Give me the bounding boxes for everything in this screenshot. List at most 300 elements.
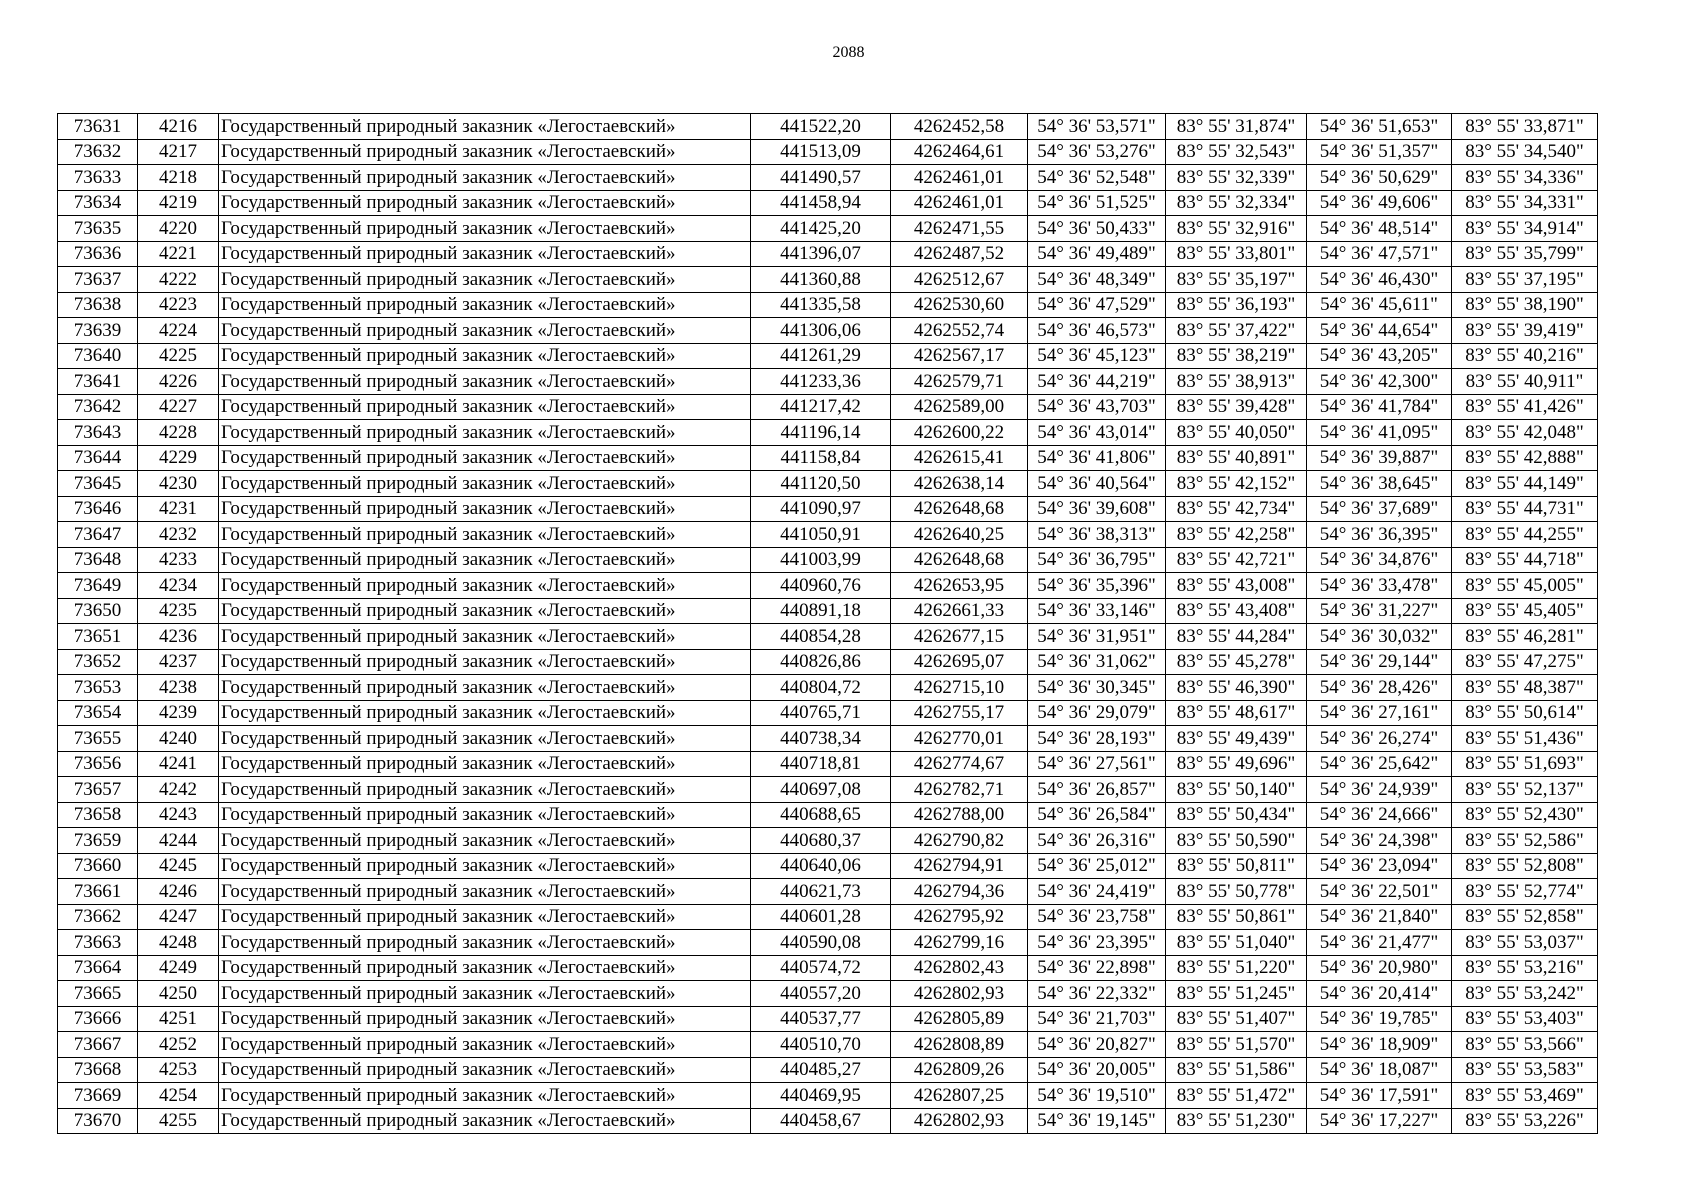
table-row [58,1083,1598,1109]
x-coordinate-cell: 440485,27 [751,1057,891,1083]
x-coordinate-cell: 441261,29 [751,343,891,369]
longitude-1-cell: 83° 55' 39,428" [1166,394,1307,420]
latitude-1-cell: 54° 36' 35,396" [1028,573,1166,599]
longitude-1-cell: 83° 55' 51,407" [1166,1006,1307,1032]
point-number-cell: 4224 [138,318,219,344]
table-row [58,1057,1598,1083]
longitude-2-cell: 83° 55' 42,888" [1452,445,1598,471]
x-coordinate-cell: 440854,28 [751,624,891,650]
table-row [58,726,1598,752]
point-number-cell: 4250 [138,981,219,1007]
latitude-1-cell: 54° 36' 20,005" [1028,1057,1166,1083]
longitude-1-cell: 83° 55' 36,193" [1166,292,1307,318]
territory-name-cell: Государственный природный заказник «Легостаевский» [219,369,751,395]
latitude-1-cell: 54° 36' 47,529" [1028,292,1166,318]
y-coordinate-cell: 4262461,01 [891,165,1028,191]
point-number-cell: 4245 [138,853,219,879]
longitude-1-cell: 83° 55' 42,152" [1166,471,1307,497]
table-row [58,1032,1598,1058]
longitude-1-cell: 83° 55' 37,422" [1166,318,1307,344]
point-number-cell: 4228 [138,420,219,446]
point-number-cell: 4236 [138,624,219,650]
territory-name-cell: Государственный природный заказник «Легостаевский» [219,624,751,650]
longitude-1-cell: 83° 55' 51,586" [1166,1057,1307,1083]
table-row [58,777,1598,803]
row-number-cell: 73650 [58,598,138,624]
latitude-2-cell: 54° 36' 28,426" [1307,675,1452,701]
longitude-2-cell: 83° 55' 33,871" [1452,114,1598,140]
y-coordinate-cell: 4262695,07 [891,649,1028,675]
longitude-1-cell: 83° 55' 32,334" [1166,190,1307,216]
table-row [58,369,1598,395]
latitude-1-cell: 54° 36' 30,345" [1028,675,1166,701]
longitude-2-cell: 83° 55' 53,566" [1452,1032,1598,1058]
longitude-2-cell: 83° 55' 35,799" [1452,241,1598,267]
row-number-cell: 73645 [58,471,138,497]
x-coordinate-cell: 440590,08 [751,930,891,956]
x-coordinate-cell: 440804,72 [751,675,891,701]
point-number-cell: 4244 [138,828,219,854]
territory-name-cell: Государственный природный заказник «Легостаевский» [219,1057,751,1083]
table-row [58,955,1598,981]
longitude-1-cell: 83° 55' 50,861" [1166,904,1307,930]
y-coordinate-cell: 4262648,68 [891,496,1028,522]
table-row [58,700,1598,726]
table-row [58,598,1598,624]
table-row [58,675,1598,701]
territory-name-cell: Государственный природный заказник «Легостаевский» [219,1083,751,1109]
longitude-2-cell: 83° 55' 42,048" [1452,420,1598,446]
longitude-2-cell: 83° 55' 34,331" [1452,190,1598,216]
longitude-1-cell: 83° 55' 40,891" [1166,445,1307,471]
row-number-cell: 73654 [58,700,138,726]
y-coordinate-cell: 4262552,74 [891,318,1028,344]
territory-name-cell: Государственный природный заказник «Легостаевский» [219,700,751,726]
point-number-cell: 4221 [138,241,219,267]
longitude-1-cell: 83° 55' 51,040" [1166,930,1307,956]
longitude-1-cell: 83° 55' 50,778" [1166,879,1307,905]
point-number-cell: 4216 [138,114,219,140]
point-number-cell: 4220 [138,216,219,242]
y-coordinate-cell: 4262461,01 [891,190,1028,216]
row-number-cell: 73651 [58,624,138,650]
y-coordinate-cell: 4262770,01 [891,726,1028,752]
point-number-cell: 4252 [138,1032,219,1058]
x-coordinate-cell: 440960,76 [751,573,891,599]
y-coordinate-cell: 4262755,17 [891,700,1028,726]
y-coordinate-cell: 4262640,25 [891,522,1028,548]
x-coordinate-cell: 440765,71 [751,700,891,726]
longitude-1-cell: 83° 55' 51,472" [1166,1083,1307,1109]
x-coordinate-cell: 440640,06 [751,853,891,879]
latitude-2-cell: 54° 36' 20,980" [1307,955,1452,981]
y-coordinate-cell: 4262805,89 [891,1006,1028,1032]
y-coordinate-cell: 4262579,71 [891,369,1028,395]
latitude-2-cell: 54° 36' 50,629" [1307,165,1452,191]
latitude-1-cell: 54° 36' 40,564" [1028,471,1166,497]
longitude-2-cell: 83° 55' 45,405" [1452,598,1598,624]
x-coordinate-cell: 441306,06 [751,318,891,344]
point-number-cell: 4237 [138,649,219,675]
row-number-cell: 73657 [58,777,138,803]
territory-name-cell: Государственный природный заказник «Легостаевский» [219,318,751,344]
point-number-cell: 4239 [138,700,219,726]
row-number-cell: 73637 [58,267,138,293]
longitude-2-cell: 83° 55' 34,914" [1452,216,1598,242]
latitude-2-cell: 54° 36' 17,227" [1307,1108,1452,1134]
longitude-1-cell: 83° 55' 51,230" [1166,1108,1307,1134]
y-coordinate-cell: 4262677,15 [891,624,1028,650]
territory-name-cell: Государственный природный заказник «Легостаевский» [219,267,751,293]
territory-name-cell: Государственный природный заказник «Легостаевский» [219,981,751,1007]
x-coordinate-cell: 441335,58 [751,292,891,318]
x-coordinate-cell: 440458,67 [751,1108,891,1134]
longitude-1-cell: 83° 55' 42,721" [1166,547,1307,573]
y-coordinate-cell: 4262464,61 [891,139,1028,165]
point-number-cell: 4243 [138,802,219,828]
y-coordinate-cell: 4262567,17 [891,343,1028,369]
latitude-2-cell: 54° 36' 22,501" [1307,879,1452,905]
y-coordinate-cell: 4262648,68 [891,547,1028,573]
longitude-2-cell: 83° 55' 53,469" [1452,1083,1598,1109]
x-coordinate-cell: 441513,09 [751,139,891,165]
longitude-2-cell: 83° 55' 52,586" [1452,828,1598,854]
table-row [58,904,1598,930]
x-coordinate-cell: 440738,34 [751,726,891,752]
territory-name-cell: Государственный природный заказник «Легостаевский» [219,904,751,930]
latitude-1-cell: 54° 36' 43,703" [1028,394,1166,420]
latitude-1-cell: 54° 36' 36,795" [1028,547,1166,573]
y-coordinate-cell: 4262715,10 [891,675,1028,701]
point-number-cell: 4219 [138,190,219,216]
page-number: 2088 [832,44,865,61]
latitude-2-cell: 54° 36' 42,300" [1307,369,1452,395]
point-number-cell: 4230 [138,471,219,497]
latitude-1-cell: 54° 36' 26,857" [1028,777,1166,803]
row-number-cell: 73662 [58,904,138,930]
y-coordinate-cell: 4262653,95 [891,573,1028,599]
longitude-2-cell: 83° 55' 52,430" [1452,802,1598,828]
table-row [58,343,1598,369]
latitude-1-cell: 54° 36' 44,219" [1028,369,1166,395]
longitude-1-cell: 83° 55' 43,408" [1166,598,1307,624]
longitude-1-cell: 83° 55' 51,570" [1166,1032,1307,1058]
latitude-2-cell: 54° 36' 19,785" [1307,1006,1452,1032]
latitude-1-cell: 54° 36' 26,584" [1028,802,1166,828]
longitude-1-cell: 83° 55' 43,008" [1166,573,1307,599]
point-number-cell: 4229 [138,445,219,471]
y-coordinate-cell: 4262788,00 [891,802,1028,828]
longitude-1-cell: 83° 55' 38,913" [1166,369,1307,395]
territory-name-cell: Государственный природный заказник «Легостаевский» [219,114,751,140]
latitude-1-cell: 54° 36' 49,489" [1028,241,1166,267]
latitude-2-cell: 54° 36' 24,939" [1307,777,1452,803]
territory-name-cell: Государственный природный заказник «Легостаевский» [219,573,751,599]
row-number-cell: 73653 [58,675,138,701]
row-number-cell: 73652 [58,649,138,675]
latitude-1-cell: 54° 36' 19,510" [1028,1083,1166,1109]
row-number-cell: 73648 [58,547,138,573]
point-number-cell: 4234 [138,573,219,599]
latitude-2-cell: 54° 36' 41,095" [1307,420,1452,446]
longitude-1-cell: 83° 55' 32,339" [1166,165,1307,191]
territory-name-cell: Государственный природный заказник «Легостаевский» [219,1108,751,1134]
row-number-cell: 73664 [58,955,138,981]
latitude-2-cell: 54° 36' 26,274" [1307,726,1452,752]
row-number-cell: 73668 [58,1057,138,1083]
longitude-1-cell: 83° 55' 51,245" [1166,981,1307,1007]
point-number-cell: 4240 [138,726,219,752]
latitude-1-cell: 54° 36' 46,573" [1028,318,1166,344]
y-coordinate-cell: 4262794,91 [891,853,1028,879]
latitude-2-cell: 54° 36' 31,227" [1307,598,1452,624]
point-number-cell: 4241 [138,751,219,777]
latitude-2-cell: 54° 36' 21,477" [1307,930,1452,956]
table-row [58,318,1598,344]
latitude-1-cell: 54° 36' 23,758" [1028,904,1166,930]
table-row [58,930,1598,956]
territory-name-cell: Государственный природный заказник «Легостаевский» [219,445,751,471]
longitude-1-cell: 83° 55' 50,590" [1166,828,1307,854]
longitude-1-cell: 83° 55' 40,050" [1166,420,1307,446]
longitude-1-cell: 83° 55' 31,874" [1166,114,1307,140]
x-coordinate-cell: 441396,07 [751,241,891,267]
territory-name-cell: Государственный природный заказник «Легостаевский» [219,190,751,216]
point-number-cell: 4246 [138,879,219,905]
longitude-2-cell: 83° 55' 51,436" [1452,726,1598,752]
latitude-1-cell: 54° 36' 39,608" [1028,496,1166,522]
table-row [58,624,1598,650]
longitude-1-cell: 83° 55' 50,811" [1166,853,1307,879]
table-body [58,114,1598,1134]
point-number-cell: 4233 [138,547,219,573]
territory-name-cell: Государственный природный заказник «Легостаевский» [219,139,751,165]
territory-name-cell: Государственный природный заказник «Легостаевский» [219,828,751,854]
x-coordinate-cell: 441217,42 [751,394,891,420]
point-number-cell: 4222 [138,267,219,293]
y-coordinate-cell: 4262782,71 [891,777,1028,803]
row-number-cell: 73632 [58,139,138,165]
territory-name-cell: Государственный природный заказник «Легостаевский» [219,853,751,879]
territory-name-cell: Государственный природный заказник «Легостаевский» [219,216,751,242]
point-number-cell: 4238 [138,675,219,701]
point-number-cell: 4231 [138,496,219,522]
latitude-1-cell: 54° 36' 27,561" [1028,751,1166,777]
longitude-2-cell: 83° 55' 52,774" [1452,879,1598,905]
y-coordinate-cell: 4262638,14 [891,471,1028,497]
latitude-1-cell: 54° 36' 29,079" [1028,700,1166,726]
longitude-1-cell: 83° 55' 32,916" [1166,216,1307,242]
table-row [58,879,1598,905]
point-number-cell: 4253 [138,1057,219,1083]
row-number-cell: 73655 [58,726,138,752]
latitude-2-cell: 54° 36' 37,689" [1307,496,1452,522]
territory-name-cell: Государственный природный заказник «Легостаевский» [219,547,751,573]
longitude-2-cell: 83° 55' 39,419" [1452,318,1598,344]
longitude-2-cell: 83° 55' 53,583" [1452,1057,1598,1083]
x-coordinate-cell: 441425,20 [751,216,891,242]
table-row [58,114,1598,140]
latitude-2-cell: 54° 36' 33,478" [1307,573,1452,599]
table-row [58,981,1598,1007]
x-coordinate-cell: 441522,20 [751,114,891,140]
point-number-cell: 4225 [138,343,219,369]
latitude-1-cell: 54° 36' 53,276" [1028,139,1166,165]
x-coordinate-cell: 440891,18 [751,598,891,624]
y-coordinate-cell: 4262615,41 [891,445,1028,471]
latitude-1-cell: 54° 36' 22,898" [1028,955,1166,981]
y-coordinate-cell: 4262530,60 [891,292,1028,318]
point-number-cell: 4247 [138,904,219,930]
longitude-1-cell: 83° 55' 44,284" [1166,624,1307,650]
territory-name-cell: Государственный природный заказник «Легостаевский» [219,343,751,369]
longitude-2-cell: 83° 55' 34,540" [1452,139,1598,165]
territory-name-cell: Государственный природный заказник «Легостаевский» [219,1032,751,1058]
latitude-1-cell: 54° 36' 28,193" [1028,726,1166,752]
row-number-cell: 73658 [58,802,138,828]
latitude-2-cell: 54° 36' 51,653" [1307,114,1452,140]
latitude-2-cell: 54° 36' 39,887" [1307,445,1452,471]
row-number-cell: 73636 [58,241,138,267]
y-coordinate-cell: 4262794,36 [891,879,1028,905]
x-coordinate-cell: 440557,20 [751,981,891,1007]
latitude-2-cell: 54° 36' 29,144" [1307,649,1452,675]
table-row [58,802,1598,828]
x-coordinate-cell: 440697,08 [751,777,891,803]
territory-name-cell: Государственный природный заказник «Легостаевский» [219,241,751,267]
y-coordinate-cell: 4262802,43 [891,955,1028,981]
point-number-cell: 4248 [138,930,219,956]
longitude-1-cell: 83° 55' 50,434" [1166,802,1307,828]
territory-name-cell: Государственный природный заказник «Легостаевский» [219,165,751,191]
row-number-cell: 73638 [58,292,138,318]
table-row [58,165,1598,191]
longitude-2-cell: 83° 55' 44,731" [1452,496,1598,522]
longitude-1-cell: 83° 55' 49,696" [1166,751,1307,777]
row-number-cell: 73666 [58,1006,138,1032]
row-number-cell: 73647 [58,522,138,548]
x-coordinate-cell: 440680,37 [751,828,891,854]
latitude-2-cell: 54° 36' 24,398" [1307,828,1452,854]
point-number-cell: 4251 [138,1006,219,1032]
table-row [58,828,1598,854]
point-number-cell: 4223 [138,292,219,318]
y-coordinate-cell: 4262790,82 [891,828,1028,854]
territory-name-cell: Государственный природный заказник «Легостаевский» [219,471,751,497]
latitude-1-cell: 54° 36' 45,123" [1028,343,1166,369]
y-coordinate-cell: 4262795,92 [891,904,1028,930]
latitude-2-cell: 54° 36' 36,395" [1307,522,1452,548]
y-coordinate-cell: 4262799,16 [891,930,1028,956]
longitude-2-cell: 83° 55' 48,387" [1452,675,1598,701]
x-coordinate-cell: 441003,99 [751,547,891,573]
table-row [58,394,1598,420]
latitude-1-cell: 54° 36' 51,525" [1028,190,1166,216]
longitude-1-cell: 83° 55' 46,390" [1166,675,1307,701]
latitude-2-cell: 54° 36' 41,784" [1307,394,1452,420]
longitude-2-cell: 83° 55' 37,195" [1452,267,1598,293]
y-coordinate-cell: 4262487,52 [891,241,1028,267]
latitude-1-cell: 54° 36' 26,316" [1028,828,1166,854]
latitude-2-cell: 54° 36' 51,357" [1307,139,1452,165]
latitude-2-cell: 54° 36' 49,606" [1307,190,1452,216]
longitude-2-cell: 83° 55' 46,281" [1452,624,1598,650]
row-number-cell: 73670 [58,1108,138,1134]
x-coordinate-cell: 440601,28 [751,904,891,930]
longitude-2-cell: 83° 55' 52,137" [1452,777,1598,803]
table-row [58,547,1598,573]
latitude-1-cell: 54° 36' 43,014" [1028,420,1166,446]
latitude-1-cell: 54° 36' 23,395" [1028,930,1166,956]
row-number-cell: 73634 [58,190,138,216]
table-row [58,445,1598,471]
table-row [58,216,1598,242]
point-number-cell: 4217 [138,139,219,165]
y-coordinate-cell: 4262802,93 [891,981,1028,1007]
row-number-cell: 73665 [58,981,138,1007]
latitude-2-cell: 54° 36' 18,087" [1307,1057,1452,1083]
x-coordinate-cell: 441196,14 [751,420,891,446]
row-number-cell: 73631 [58,114,138,140]
longitude-1-cell: 83° 55' 50,140" [1166,777,1307,803]
x-coordinate-cell: 440469,95 [751,1083,891,1109]
x-coordinate-cell: 441458,94 [751,190,891,216]
latitude-1-cell: 54° 36' 19,145" [1028,1108,1166,1134]
longitude-1-cell: 83° 55' 33,801" [1166,241,1307,267]
x-coordinate-cell: 441158,84 [751,445,891,471]
table-row [58,573,1598,599]
y-coordinate-cell: 4262661,33 [891,598,1028,624]
latitude-2-cell: 54° 36' 21,840" [1307,904,1452,930]
table-row [58,190,1598,216]
y-coordinate-cell: 4262471,55 [891,216,1028,242]
latitude-2-cell: 54° 36' 47,571" [1307,241,1452,267]
point-number-cell: 4255 [138,1108,219,1134]
territory-name-cell: Государственный природный заказник «Легостаевский» [219,1006,751,1032]
territory-name-cell: Государственный природный заказник «Легостаевский» [219,751,751,777]
point-number-cell: 4242 [138,777,219,803]
y-coordinate-cell: 4262774,67 [891,751,1028,777]
point-number-cell: 4235 [138,598,219,624]
table-row [58,853,1598,879]
row-number-cell: 73649 [58,573,138,599]
point-number-cell: 4226 [138,369,219,395]
territory-name-cell: Государственный природный заказник «Легостаевский» [219,879,751,905]
x-coordinate-cell: 441090,97 [751,496,891,522]
longitude-1-cell: 83° 55' 32,543" [1166,139,1307,165]
territory-name-cell: Государственный природный заказник «Легостаевский» [219,649,751,675]
latitude-2-cell: 54° 36' 23,094" [1307,853,1452,879]
latitude-1-cell: 54° 36' 41,806" [1028,445,1166,471]
x-coordinate-cell: 440537,77 [751,1006,891,1032]
point-number-cell: 4227 [138,394,219,420]
point-number-cell: 4218 [138,165,219,191]
territory-name-cell: Государственный природный заказник «Легостаевский» [219,394,751,420]
coordinates-table [57,113,1598,1134]
longitude-1-cell: 83° 55' 42,258" [1166,522,1307,548]
longitude-1-cell: 83° 55' 42,734" [1166,496,1307,522]
table-row [58,1006,1598,1032]
row-number-cell: 73667 [58,1032,138,1058]
longitude-1-cell: 83° 55' 49,439" [1166,726,1307,752]
longitude-2-cell: 83° 55' 53,216" [1452,955,1598,981]
latitude-1-cell: 54° 36' 20,827" [1028,1032,1166,1058]
point-number-cell: 4232 [138,522,219,548]
longitude-1-cell: 83° 55' 38,219" [1166,343,1307,369]
table-row [58,496,1598,522]
row-number-cell: 73639 [58,318,138,344]
y-coordinate-cell: 4262600,22 [891,420,1028,446]
